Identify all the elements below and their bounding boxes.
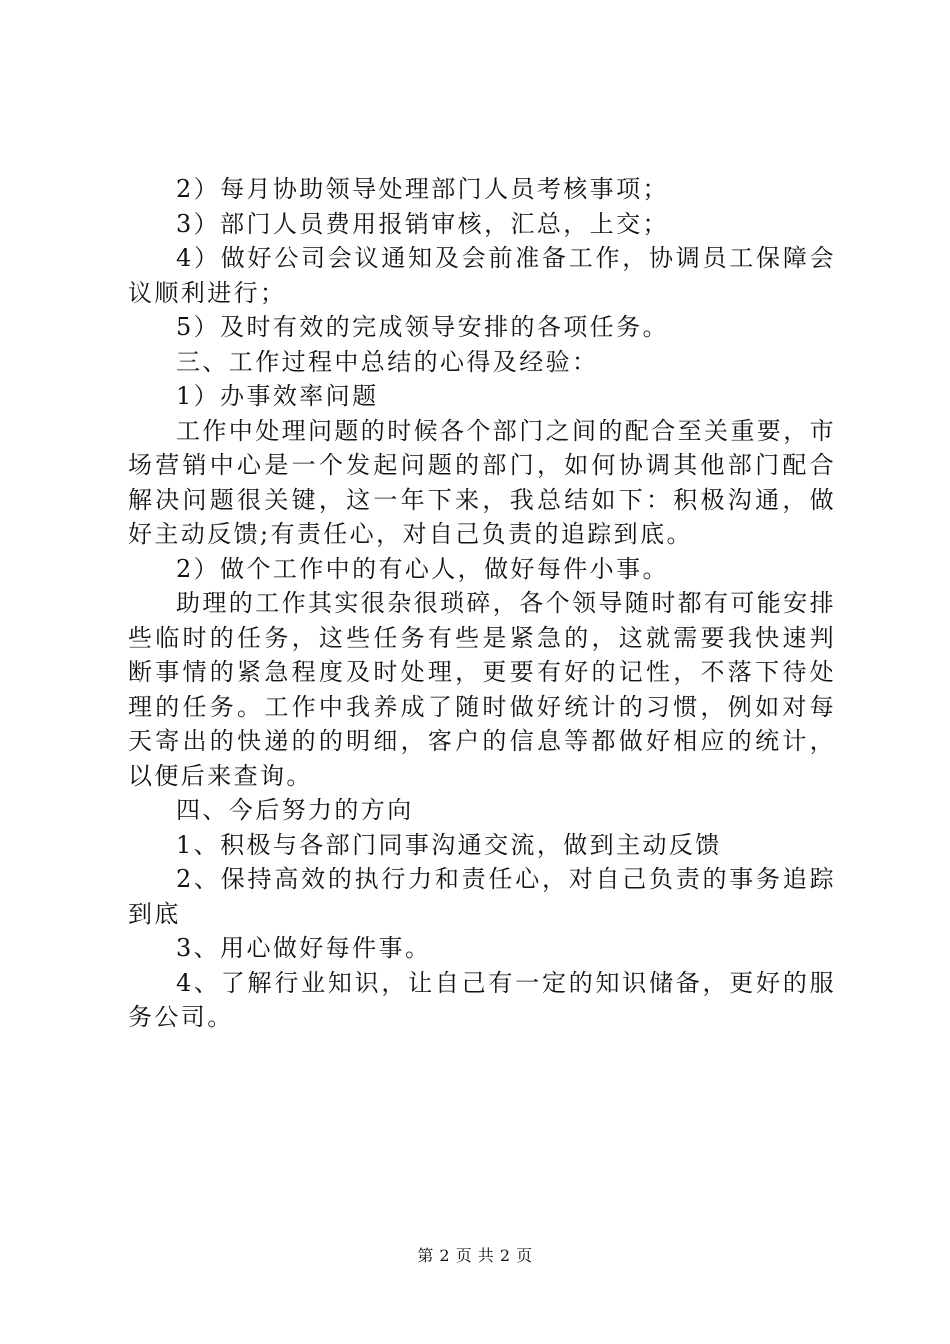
paragraph-item-4: 4）做好公司会议通知及会前准备工作，协调员工保障会议顺利进行；: [128, 244, 836, 307]
subheading-efficiency: 1）办事效率问题: [176, 382, 379, 410]
subheading-attentive: 2）做个工作中的有心人，做好每件小事。: [176, 554, 669, 583]
paragraph-assistant-body: 助理的工作其实很杂很琐碎，各个领导随时都有可能安排些临时的任务，这些任务有些是紧急的，这就需要我快速判断事情的紧急程度及时处理，更要有好的记性，不落下待处理的任务。工作中我养成了随时做好统计的习惯，例如对每天寄出的快递的的明细，客户的信息等都做好相应的统计，以便后来查询。: [128, 589, 836, 790]
future-item-4: 4、了解行业知识，让自己有一定的知识储备，更好的服务公司。: [128, 968, 836, 1031]
paragraph-item-3: 3）部门人员费用报销审核，汇总，上交；: [176, 209, 669, 238]
paragraph-efficiency-body: 工作中处理问题的时候各个部门之间的配合至关重要，市场营销中心是一个发起问题的部门，如何协调其他部门配合解决问题很关键，这一年下来，我总结如下：积极沟通，做好主动反馈;有责任心，对自己负责的追踪到底。: [128, 416, 836, 548]
section-heading-3: 三、工作过程中总结的心得及经验：: [176, 347, 599, 376]
page-number-footer: 第 2 页 共 2 页: [417, 1246, 533, 1265]
section-heading-4: 四、今后努力的方向: [176, 796, 414, 824]
paragraph-item-2: 2）每月协助领导处理部门人员考核事项；: [176, 175, 669, 203]
future-item-2: 2、保持高效的执行力和责任心，对自己负责的事务追踪到底: [128, 865, 836, 928]
paragraph-item-5: 5）及时有效的完成领导安排的各项任务。: [176, 313, 669, 341]
future-item-1: 1、积极与各部门同事沟通交流，做到主动反馈: [176, 830, 722, 859]
future-item-3: 3、用心做好每件事。: [176, 934, 432, 962]
document-body: [128, 172, 836, 1035]
